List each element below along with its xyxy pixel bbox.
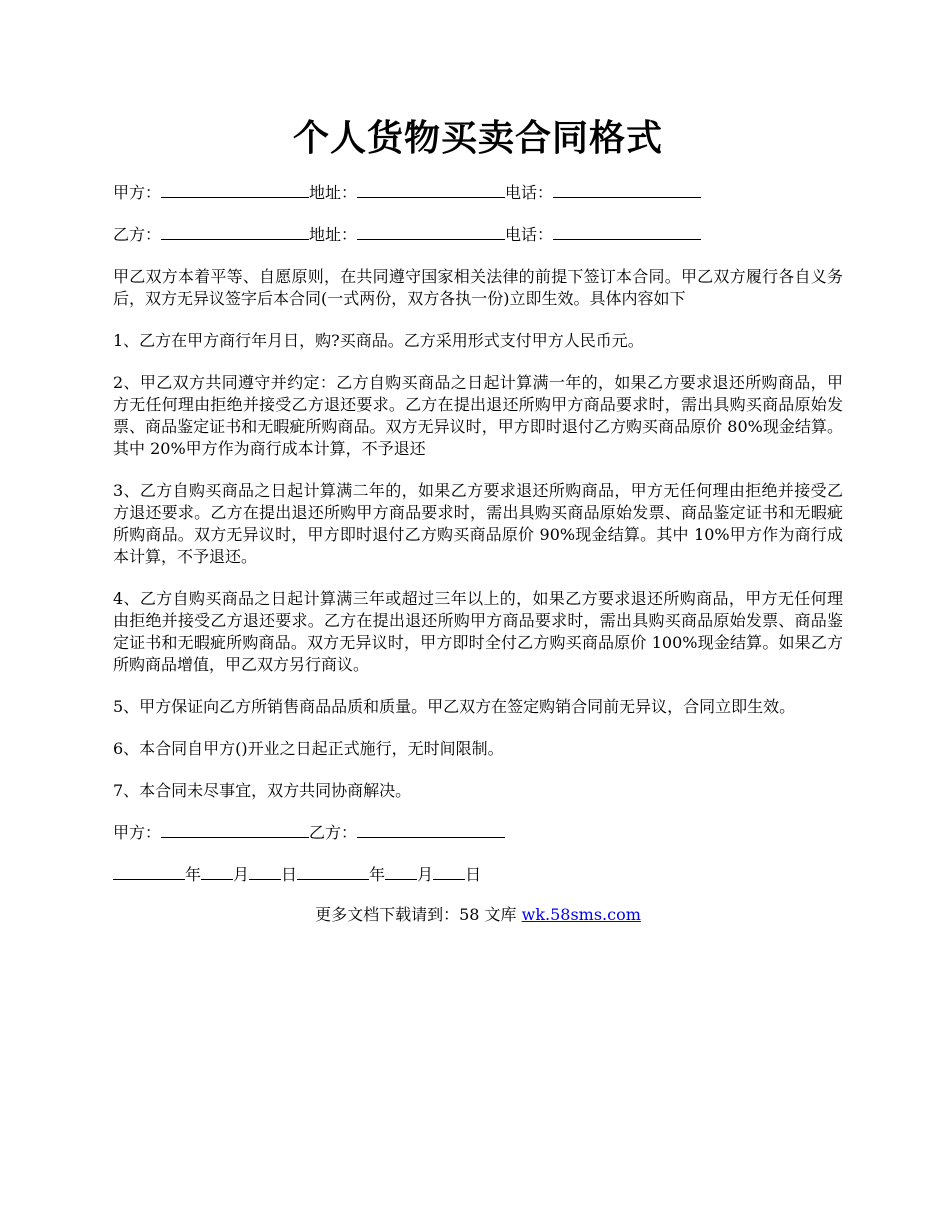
date-b-year-label: 年 [369, 865, 386, 884]
clause-4: 4、乙方自购买商品之日起计算满三年或超过三年以上的，如果乙方要求退还所购商品，甲方无任何理由拒绝并接受乙方退还要求。乙方在提出退还所购甲方商品要求时，需出具购买商品原始发票、商品鉴定证书和无暇疵所购商品。双方无异议时，甲方即时全付乙方购买商品原价 100%现金结算。如果乙方所购商品增值，甲乙双方另行商议。 [113, 589, 843, 674]
document-title: 个人货物买卖合同格式 [292, 117, 663, 159]
date-a-day-blank [249, 864, 281, 880]
party-a-label: 甲方： [113, 183, 162, 202]
signature-party-a-label: 甲方： [113, 823, 162, 842]
clause-1: 1、乙方在甲方商行年月日，购?买商品。乙方采用形式支付甲方人民币元。 [113, 331, 644, 350]
footer-text: 更多文档下载请到：58 文库 [315, 905, 522, 924]
signature-party-b-blank [357, 822, 505, 838]
date-b-month-label: 月 [417, 865, 434, 884]
date-a-year-blank [113, 864, 185, 880]
clause-6: 6、本合同自甲方()开业之日起正式施行，无时间限制。 [113, 739, 504, 758]
date-b-day-blank [433, 864, 465, 880]
date-a-day-label: 日 [281, 865, 298, 884]
party-a-header-line [113, 182, 843, 204]
party-b-label: 乙方： [113, 225, 162, 244]
party-a-phone-label: 电话： [505, 183, 554, 202]
clause-2: 2、甲乙双方共同遵守并约定：乙方自购买商品之日起计算满一年的，如果乙方要求退还所购商品，甲方无任何理由拒绝并接受乙方退还要求。乙方在提出退还所购甲方商品要求时，需出具购买商品原始发票、商品鉴定证书和无暇疵所购商品。双方无异议时，甲方即时退付乙方购买商品原价 80%现金结算。其中 20%甲方作为商行成本计算，不予退还 [113, 373, 843, 458]
contract-document [113, 112, 843, 926]
party-b-address-label: 地址： [309, 225, 358, 244]
date-a-month-label: 月 [233, 865, 250, 884]
date-b-year-blank [297, 864, 369, 880]
party-a-address-label: 地址： [309, 183, 358, 202]
clause-3: 3、乙方自购买商品之日起计算满二年的，如果乙方要求退还所购商品，甲方无任何理由拒绝并接受乙方退还要求。乙方在提出退还所购甲方商品要求时，需出具购买商品原始发票、商品鉴定证书和无暇疵所购商品。双方无异议时，甲方即时退付乙方购买商品原价 90%现金结算。其中 10%甲方作为商行成本计算，不予退还。 [113, 481, 843, 566]
date-b-month-blank [385, 864, 417, 880]
date-b-day-label: 日 [465, 865, 482, 884]
clause-7: 7、本合同未尽事宜，双方共同协商解决。 [113, 781, 412, 800]
party-b-name-blank [161, 224, 309, 240]
signature-party-a-blank [161, 822, 309, 838]
party-a-name-blank [161, 182, 309, 198]
signature-party-b-label: 乙方： [309, 823, 358, 842]
signature-line [113, 822, 843, 844]
party-b-phone-blank [553, 224, 701, 240]
intro-paragraph: 甲乙双方本着平等、自愿原则，在共同遵守国家相关法律的前提下签订本合同。甲乙双方履行各自义务后，双方无异议签字后本合同(一式两份，双方各执一份)立即生效。具体内容如下 [113, 267, 843, 308]
party-a-address-blank [357, 182, 505, 198]
party-b-header-line [113, 224, 843, 246]
party-b-address-blank [357, 224, 505, 240]
date-line [113, 864, 843, 886]
date-a-month-blank [201, 864, 233, 880]
download-footer [113, 904, 843, 926]
party-b-phone-label: 电话： [505, 225, 554, 244]
party-a-phone-blank [553, 182, 701, 198]
footer-link[interactable]: wk.58sms.com [521, 905, 641, 924]
clause-5: 5、甲方保证向乙方所销售商品品质和质量。甲乙双方在签定购销合同前无异议，合同立即生效。 [113, 697, 796, 716]
date-a-year-label: 年 [185, 865, 202, 884]
